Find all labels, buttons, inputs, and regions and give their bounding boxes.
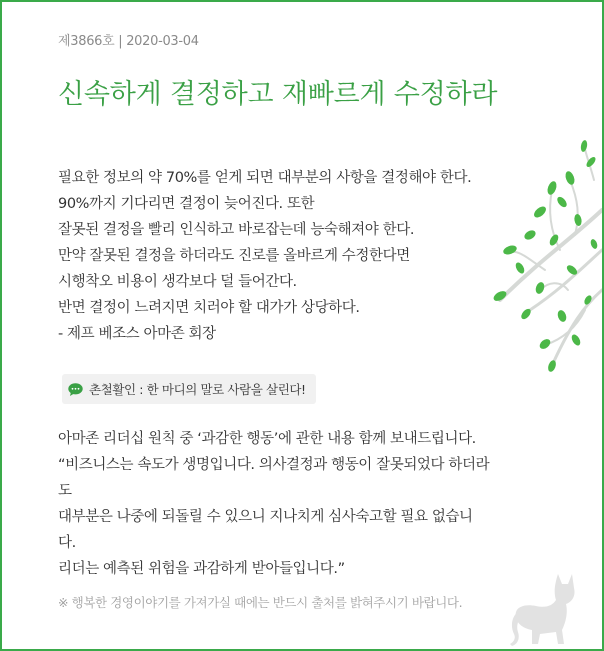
issue-number: 제3866호 — [58, 34, 115, 49]
speech-bubble-icon — [68, 383, 83, 396]
body-line: 도 — [58, 483, 72, 499]
tagline-box — [62, 374, 316, 404]
cat-silhouette-illustration — [510, 572, 580, 647]
quote-block — [58, 165, 498, 347]
body-line: 아마존 리더십 원칙 중 ‘과감한 행동’에 관한 내용 함께 보내드립니다. — [58, 431, 476, 447]
issue-date: 2020-03-04 — [126, 34, 199, 49]
quote-line: 만약 잘못된 결정을 하더라도 진로를 올바르게 수정한다면 — [58, 248, 410, 264]
tree-branch-illustration — [490, 140, 602, 380]
body-line: 리더는 예측된 위험을 과감하게 받아들입니다.” — [58, 561, 345, 577]
body-line: 다. — [58, 535, 76, 551]
quote-line: 잘못된 결정을 빨리 인식하고 바로잡는데 능숙해져야 한다. — [58, 222, 415, 238]
tagline-text: 촌철활인 : 한 마디의 말로 사람을 살린다! — [89, 382, 306, 397]
quote-line: 필요한 정보의 약 70%를 얻게 되면 대부분의 사항을 결정해야 한다. — [58, 170, 472, 186]
quote-line: 시행착오 비용이 생각보다 덜 들어간다. — [58, 274, 297, 290]
issue-meta — [58, 30, 199, 49]
quote-line: 90%까지 기다리면 결정이 늦어진다. 또한 — [58, 196, 315, 212]
quote-author: - 제프 베조스 아마존 회장 — [58, 326, 216, 342]
article-title: 신속하게 결정하고 재빠르게 수정하라 — [58, 79, 498, 110]
body-line: “비즈니스는 속도가 생명입니다. 의사결정과 행동이 잘못되었다 하더라 — [58, 457, 490, 473]
source-notice: ※ 행복한 경영이야기를 가져가실 때에는 반드시 출처를 밝혀주시기 바랍니다. — [58, 595, 463, 610]
commentary-block — [58, 426, 518, 582]
quote-line: 반면 결정이 느려지면 치러야 할 대가가 상당하다. — [58, 300, 360, 316]
meta-separator: | — [118, 34, 123, 49]
body-line: 대부분은 나중에 되돌릴 수 있으니 지나치게 심사숙고할 필요 없습니 — [58, 509, 473, 525]
